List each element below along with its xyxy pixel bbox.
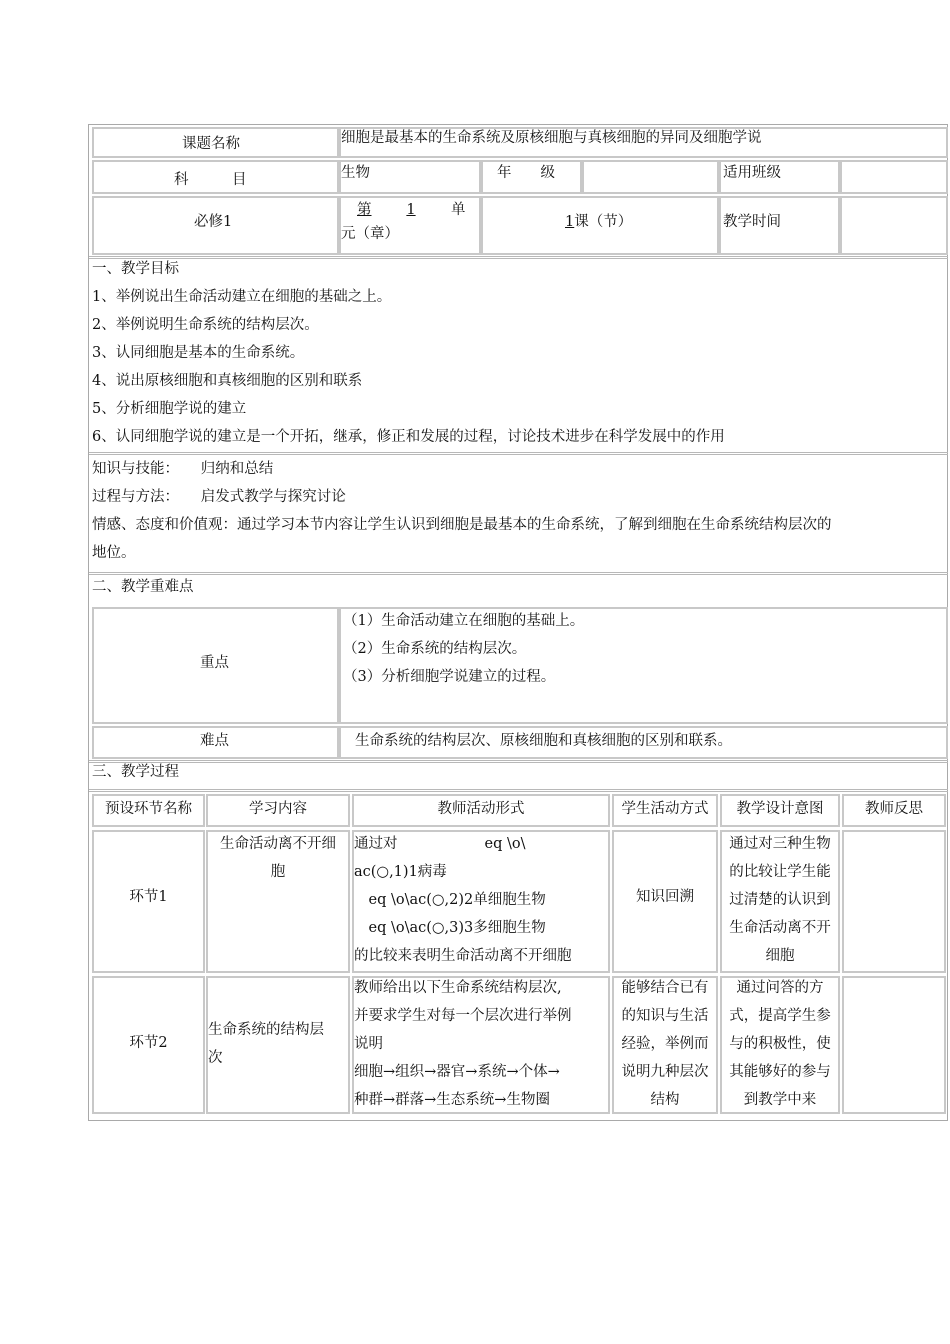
grade-label: 年 级: [497, 165, 555, 181]
col-header-student: [612, 794, 718, 827]
objective-item: 2、举例说明生命系统的结构层次。: [92, 317, 319, 333]
row1-content-line: 胞: [270, 864, 286, 880]
col-header-name-label: 预设环节名称: [105, 801, 192, 817]
subject-label-cell: [92, 160, 339, 194]
row2-intent-line: 与的积极性，使: [729, 1036, 831, 1052]
difficult-label-cell: [92, 726, 339, 759]
lesson-number: 1: [565, 214, 575, 230]
knowledge-skills: 知识与技能： 归纳和总结: [92, 461, 274, 477]
row2-teacher-cell: [352, 976, 610, 1114]
class-label-cell: [719, 160, 840, 194]
lesson-suffix: 课（节）: [574, 214, 633, 230]
row1-intent: [722, 830, 838, 970]
objective-item: 5、分析细胞学说的建立: [92, 401, 247, 417]
row1-reflection-cell: [842, 830, 946, 973]
row1-intent-line: 生命活动离不开: [729, 920, 831, 936]
row1-teacher-line: ac(○,1)1病毒: [354, 864, 447, 880]
row1-student: 知识回溯: [636, 889, 694, 905]
col-header-teacher: [352, 794, 610, 827]
row1-teacher: [354, 830, 572, 970]
objective-item: 1、举例说出生命活动建立在细胞的基础之上。: [92, 289, 392, 305]
row1-teacher-cell: [352, 830, 610, 973]
difficult-value-cell: [339, 726, 948, 759]
process-heading: 三、教学过程: [92, 764, 179, 780]
row2-teacher: [354, 974, 572, 1114]
row1-name: 环节1: [129, 889, 168, 905]
process-methods: 过程与方法： 启发式教学与探究讨论: [92, 489, 346, 505]
row2-name: 环节2: [129, 1035, 168, 1051]
objectives-section: [92, 255, 725, 451]
objectives-heading: 一、教学目标: [92, 261, 179, 277]
row2-student-line: 的知识与生活: [621, 1008, 709, 1024]
unit-prefix: 第: [357, 202, 372, 218]
row1-teacher-line: 通过对 eq \o\: [354, 836, 526, 852]
row2-student-line: 说明九种层次: [621, 1064, 709, 1080]
subject-label: 科 目: [174, 172, 247, 188]
row2-teacher-line: 种群→群落→生态系统→生物圈: [354, 1092, 550, 1108]
difficult-value: 生命系统的结构层次、原核细胞和真核细胞的区别和联系。: [355, 733, 732, 749]
row2-intent-line: 其能够好的参与: [729, 1064, 831, 1080]
topic-value: 细胞是最基本的生命系统及原核细胞与真核细胞的异同及细胞学说: [341, 130, 762, 146]
row2-name-cell: [92, 976, 205, 1114]
volume-label: 必修1: [194, 214, 233, 230]
divider: [89, 760, 948, 763]
key-item: （1）生命活动建立在细胞的基础上。: [343, 613, 585, 629]
col-header-content-label: 学习内容: [249, 801, 307, 817]
key-label: 重点: [200, 655, 229, 671]
row2-intent-cell: [720, 976, 840, 1114]
row1-student-cell: [612, 830, 718, 973]
col-header-student-label: 学生活动方式: [621, 801, 709, 817]
row2-content-line: 生命系统的结构层: [208, 1022, 324, 1038]
row2-intent-line: 到教学中来: [743, 1092, 817, 1108]
lesson-cell: [481, 196, 719, 255]
row1-content-cell: [206, 830, 350, 973]
time-label-cell: [719, 196, 840, 255]
row2-teacher-line: 说明: [354, 1036, 383, 1052]
col-header-teacher-label: 教师活动形式: [437, 801, 525, 817]
grade-label-cell: [481, 160, 582, 194]
objective-item: 6、认同细胞学说的建立是一个开拓，继承，修正和发展的过程，讨论技术进步在科学发展中的作用: [92, 429, 725, 445]
row2-intent-line: 通过问答的方: [736, 980, 824, 996]
time-value-cell: [840, 196, 948, 255]
keypoints-heading: 二、教学重难点: [92, 579, 194, 595]
unit-cell: [339, 196, 481, 255]
col-header-intent-label: 教学设计意图: [736, 801, 824, 817]
unit-number: 1: [406, 202, 416, 218]
row2-intent-line: 式，提高学生参: [729, 1008, 831, 1024]
row2-student-line: 能够结合已有: [621, 980, 709, 996]
col-header-reflection-label: 教师反思: [865, 801, 923, 817]
col-header-reflection: [842, 794, 946, 827]
row2-student-line: 结构: [650, 1092, 680, 1108]
row1-teacher-line: eq \o\ac(○,3)3多细胞生物: [354, 920, 546, 936]
divider: [89, 572, 948, 575]
topic-label-cell: [92, 127, 339, 158]
dimensions-section: [92, 455, 832, 567]
row2-teacher-line: 并要求学生对每一个层次进行举例: [354, 1008, 572, 1024]
emotion-values: 情感、态度和价值观：通过学习本节内容让学生认识到细胞是最基本的生命系统，了解到细胞在生命系统结构层次的: [92, 517, 832, 533]
difficult-label: 难点: [200, 733, 229, 749]
unit-suffix: 单: [451, 202, 466, 218]
key-label-cell: [92, 607, 339, 724]
key-item: （3）分析细胞学说建立的过程。: [343, 669, 556, 685]
col-header-intent: [720, 794, 840, 827]
row2-student-line: 经验，举例而: [621, 1036, 709, 1052]
row1-intent-cell: [720, 830, 840, 973]
row2-reflection-cell: [842, 976, 946, 1114]
row2-content: [208, 1016, 324, 1072]
volume-label-cell: [92, 196, 339, 255]
row1-intent-line: 过清楚的认识到: [729, 892, 831, 908]
col-header-content: [206, 794, 350, 827]
row2-teacher-line: 教师给出以下生命系统结构层次,: [354, 980, 562, 996]
row2-intent: [722, 974, 838, 1114]
key-items-cell: [339, 607, 948, 724]
grade-value-cell: [582, 160, 719, 194]
subject-value: 生物: [341, 165, 370, 181]
row1-teacher-line: eq \o\ac(○,2)2单细胞生物: [354, 892, 546, 908]
unit-line2: 元（章）: [341, 226, 399, 242]
topic-label: 课题名称: [182, 136, 240, 152]
row1-intent-line: 细胞: [765, 948, 795, 964]
class-value-cell: [840, 160, 948, 194]
key-items-list: [343, 607, 584, 691]
objective-item: 3、认同细胞是基本的生命系统。: [92, 345, 305, 361]
row2-student-cell: [612, 976, 718, 1114]
time-label: 教学时间: [723, 214, 781, 230]
row1-name-cell: [92, 830, 205, 973]
topic-value-cell: [339, 127, 948, 158]
row2-content-cell: [206, 976, 350, 1114]
objective-item: 4、说出原核细胞和真核细胞的区别和联系: [92, 373, 363, 389]
col-header-name: [92, 794, 205, 827]
divider: [89, 789, 948, 792]
key-item: （2）生命系统的结构层次。: [343, 641, 527, 657]
lesson-text: [565, 212, 632, 232]
row1-teacher-line: 的比较来表明生命活动离不开细胞: [354, 948, 572, 964]
subject-value-cell: [339, 160, 481, 194]
class-label: 适用班级: [723, 165, 781, 181]
emotion-values-cont: 地位。: [92, 545, 136, 561]
row1-content: [208, 830, 348, 886]
row1-intent-line: 通过对三种生物: [729, 836, 831, 852]
row2-teacher-line: 细胞→组织→器官→系统→个体→: [354, 1064, 560, 1080]
row1-intent-line: 的比较让学生能: [729, 864, 831, 880]
row2-content-line: 次: [208, 1050, 223, 1066]
row2-student: [614, 974, 716, 1114]
row1-content-line: 生命活动离不开细: [220, 836, 336, 852]
